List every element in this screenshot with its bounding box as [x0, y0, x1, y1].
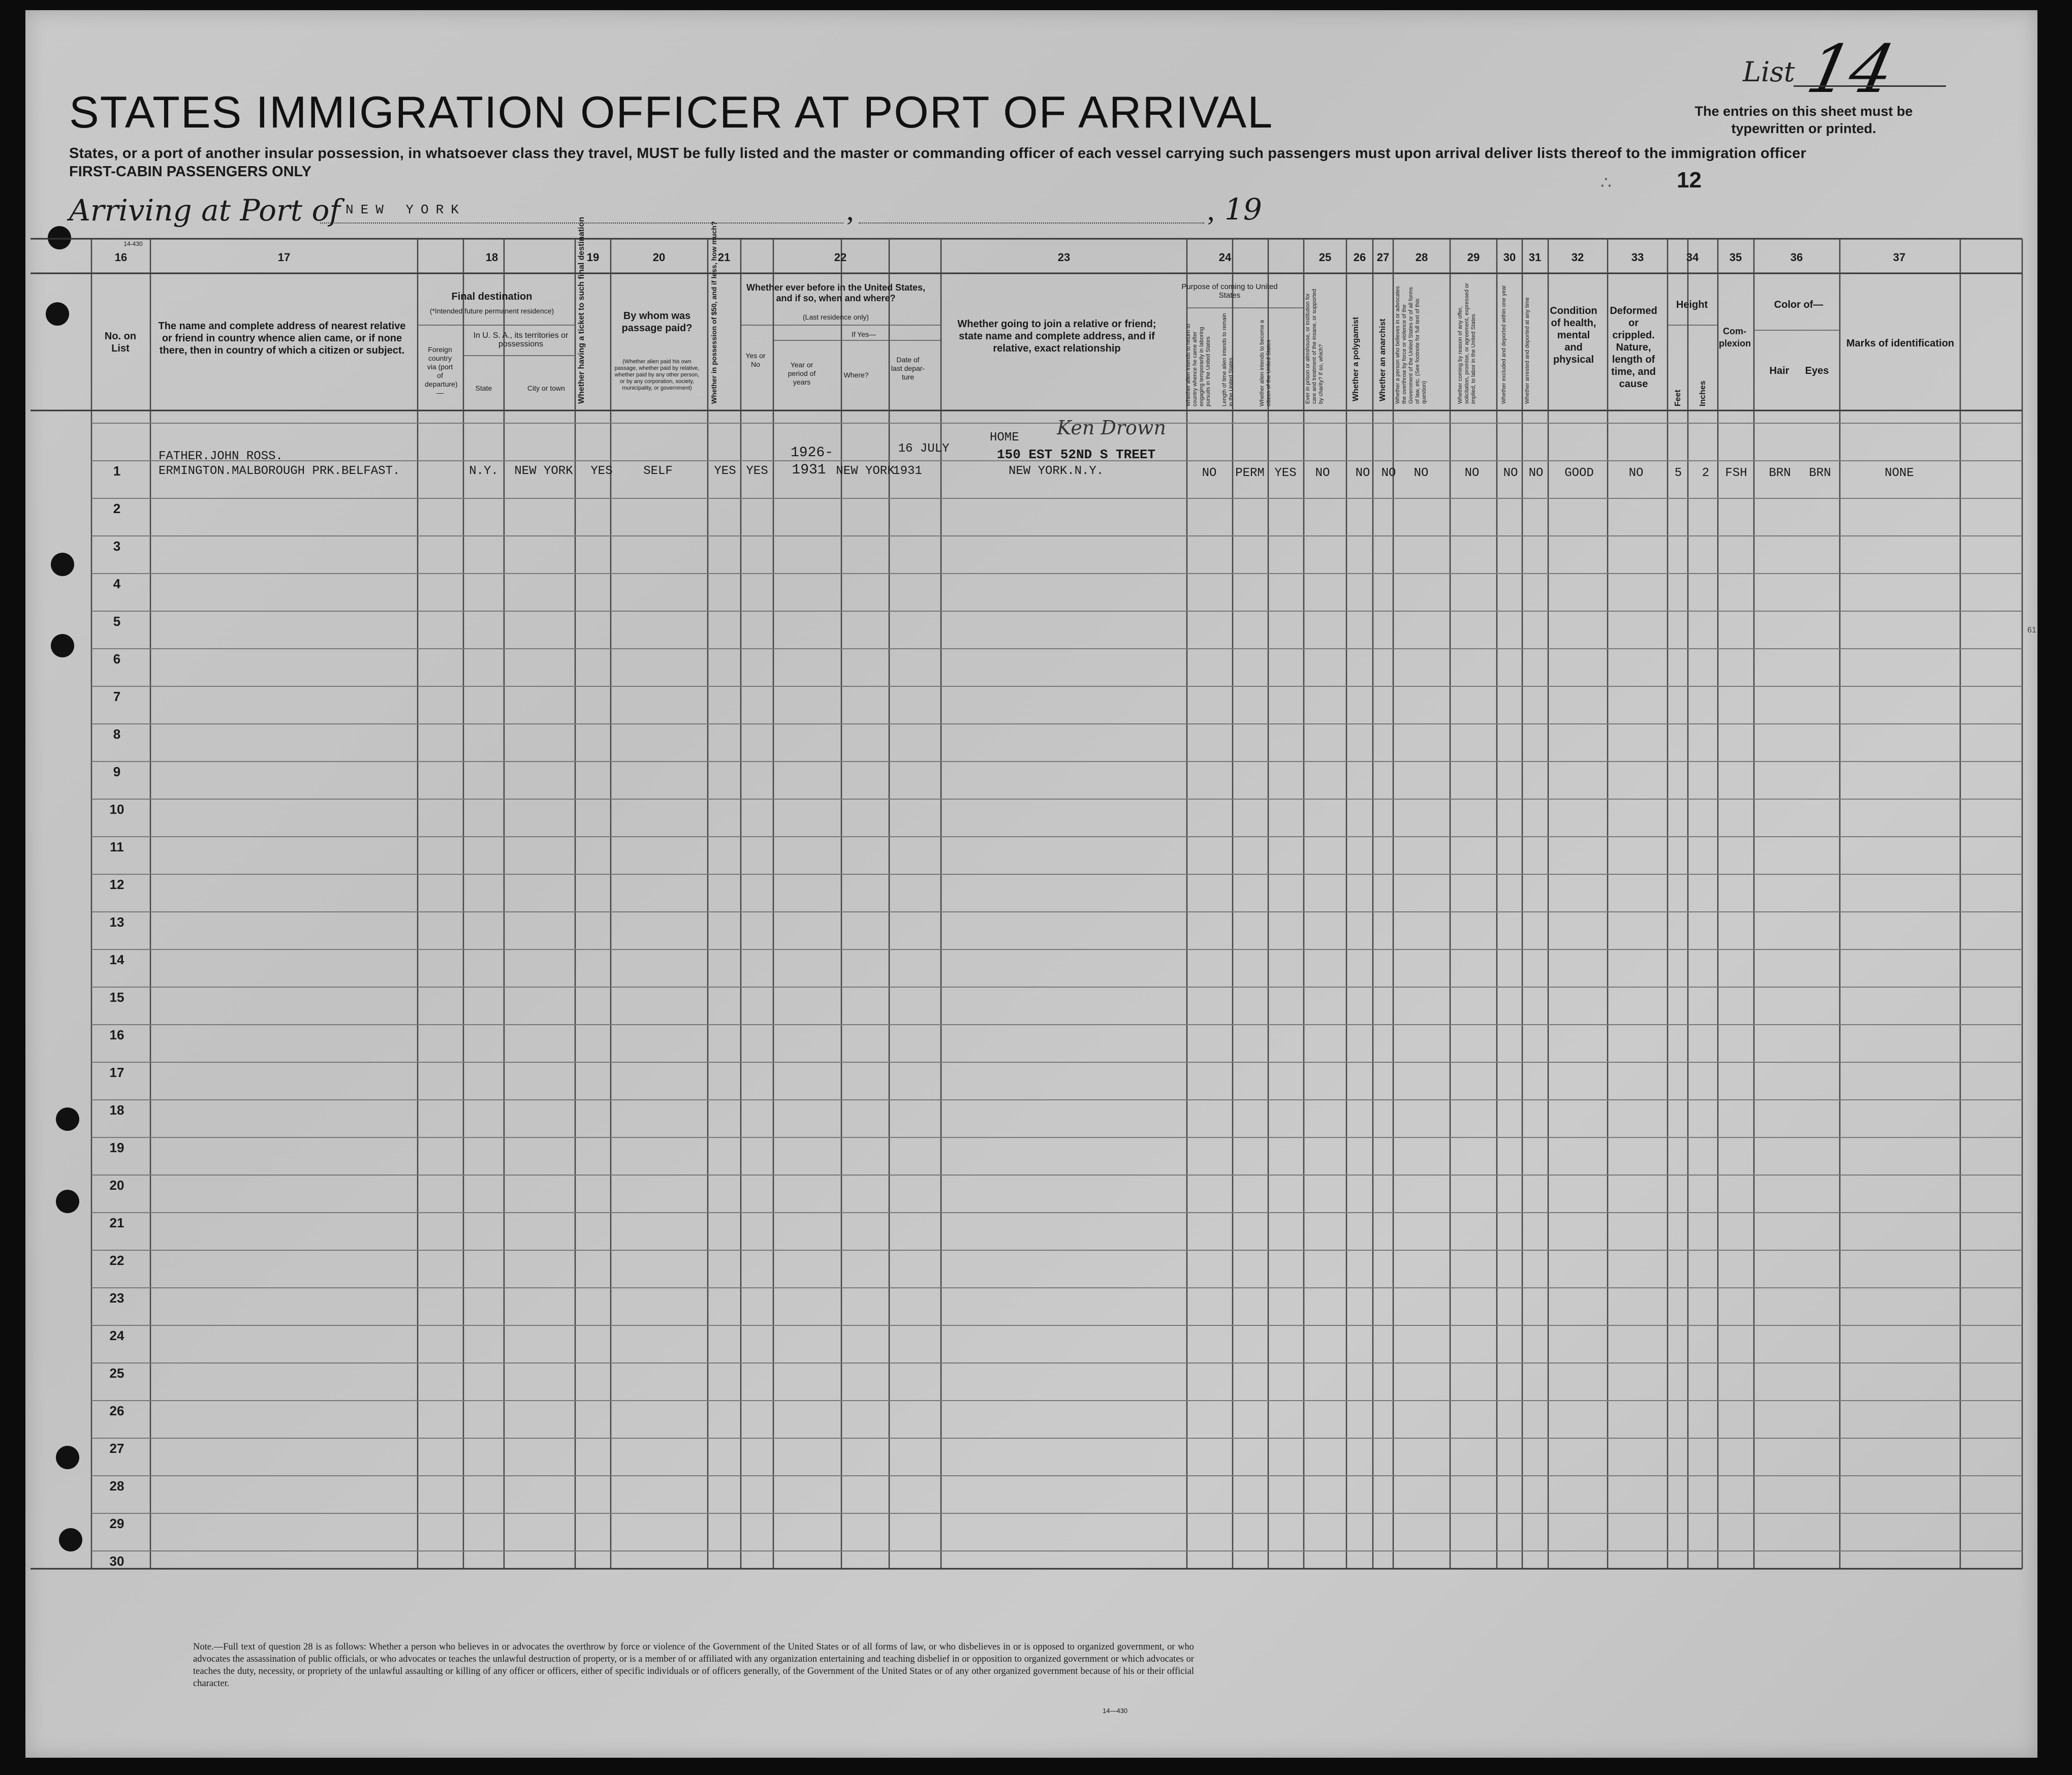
- column-number: 31: [1528, 251, 1542, 264]
- header-col22-where: Where?: [843, 371, 869, 379]
- header-col18-title: Final destination: [451, 291, 532, 302]
- health-value: GOOD: [1564, 466, 1594, 480]
- labor-offer-value: NO: [1464, 466, 1480, 480]
- header-col30: Whether excluded and deported within one year: [1501, 285, 1507, 404]
- arriving-label: Arriving at Port of: [69, 193, 340, 228]
- before-in-us: YES: [746, 464, 768, 478]
- complexion-value: FSH: [1725, 466, 1747, 480]
- eye-color: BRN: [1809, 466, 1831, 480]
- column-number: 22: [834, 251, 847, 264]
- row-number: 29: [109, 1516, 124, 1531]
- footnote-question-28: Note.—Full text of question 28 is as follows: Whether a person who believes in or advocates the overthrow by force or violence of the Government of the United States or of all forms of law, or who disbelieves in or is opposed to organized government, or who advocates the assassination of public officials, or who advocates or teaches the unlawful destruction of property, or is a member of or affiliated with any organization entertaining and teaching disbelief in or opposition to organized government or which advocates or teaches the duty, necessity, or propriety of the unlawful assaulting or killing of any officer or officers, either of specific individuals or of officers generally, of the Government of the United States or of any other organized government because of his or their official character.: [193, 1642, 1194, 1689]
- row-number: 2: [113, 501, 121, 516]
- margin-mark: 61: [2027, 626, 2036, 635]
- header-col18-state: State: [475, 384, 492, 392]
- prison-value: NO: [1315, 466, 1330, 480]
- header-col21: Whether in possession of $50, and if less, how much?: [710, 221, 718, 404]
- row-number: 22: [109, 1253, 124, 1268]
- row-number: 20: [109, 1178, 124, 1193]
- header-col25: Ever in prison or almshouse, or institution for care and treatment of the insane, or supported by charity? If so, which?: [1305, 289, 1324, 404]
- row-number: 14: [109, 952, 124, 967]
- header-col20-note: (Whether alien paid his own passage, whether paid by relative, whether paid by any other person, or by any corporation, society, municipality, or government): [614, 359, 700, 391]
- year-label: 19: [1225, 192, 1262, 227]
- row-number: 28: [109, 1478, 124, 1494]
- hair-color: BRN: [1769, 466, 1791, 480]
- header-col18-foreign: Foreign country via (port of departure)—: [425, 345, 458, 397]
- row-number: 8: [113, 726, 121, 742]
- header-col19: Whether having a ticket to such final destination: [577, 216, 586, 404]
- row-number: 26: [109, 1403, 124, 1418]
- subtitle-class: FIRST-CABIN PASSENGERS ONLY: [69, 164, 311, 180]
- header-col20: By whom was passage paid?: [621, 310, 693, 334]
- row-number: 5: [113, 614, 121, 629]
- header-col32: Condition of health, mental and physical: [1550, 305, 1597, 365]
- subtitle-instructions: States, or a port of another insular possession, in whatsoever class they travel, MUST be fully listed and the master or commanding officer of each vessel carrying such passengers must upon arrival deliver lists thereof to the immigration officer: [69, 145, 1806, 162]
- join-relation: HOME: [990, 431, 1019, 445]
- row-number: 23: [109, 1290, 124, 1306]
- header-col18-note: (*Intended future permanent residence): [429, 307, 554, 315]
- row-number: 16: [109, 1027, 124, 1042]
- row-number: 12: [109, 877, 124, 892]
- form-code-small: 14-430: [123, 240, 143, 247]
- column-number: 34: [1686, 251, 1699, 264]
- ticket-value: YES: [590, 464, 613, 478]
- row-number: 15: [109, 990, 124, 1005]
- header-col22-date: Date of last depar-ture: [891, 356, 925, 381]
- height-inches: 2: [1702, 466, 1710, 480]
- destination-state: N.Y.: [469, 464, 498, 478]
- header-col36-title: Color of—: [1774, 299, 1824, 310]
- header-col16: No. on List: [104, 331, 137, 354]
- column-number: 24: [1218, 251, 1232, 264]
- header-col26: Whether a polygamist: [1352, 316, 1360, 401]
- column-number: 20: [652, 251, 666, 264]
- list-label: List: [1743, 56, 1795, 88]
- destination-city: NEW YORK: [514, 464, 573, 478]
- passage-paid-by: SELF: [643, 464, 673, 478]
- deported-value: NO: [1528, 466, 1544, 480]
- period-end: 1931: [792, 462, 826, 478]
- polygamist-value: NO: [1355, 466, 1370, 480]
- header-col29: Whether coming by reason of any offer, solicitation, promise, or agreement, expressed or implied, to labor in the United States: [1457, 283, 1477, 404]
- join-city: NEW YORK.N.Y.: [1009, 464, 1104, 478]
- header-col24-title: Purpose of coming to United States: [1181, 282, 1278, 300]
- column-number: 37: [1893, 251, 1906, 264]
- header-col34-title: Height: [1676, 299, 1708, 310]
- identification-marks: NONE: [1885, 466, 1914, 480]
- header-col22-ifyes: If Yes—: [851, 330, 876, 338]
- header-col37: Marks of identification: [1846, 338, 1955, 349]
- row-number: 30: [109, 1554, 124, 1569]
- header-col23: Whether going to join a relative or friend; state name and complete address, and if relative, exact relationship: [957, 319, 1156, 354]
- column-number: 32: [1571, 251, 1584, 264]
- row-number: 11: [110, 839, 124, 854]
- previous-residence: NEW YORK: [836, 464, 895, 478]
- column-number: 17: [277, 251, 291, 264]
- column-number: 35: [1729, 251, 1742, 264]
- row-number: 4: [113, 576, 121, 591]
- relative-name: FATHER.JOHN ROSS.: [159, 450, 283, 463]
- header-col22-year: Year or period of years: [788, 361, 816, 386]
- relative-address: ERMINGTON.MALBOROUGH PRK.BELFAST.: [159, 464, 400, 478]
- header-col24c: Whether alien intends to become a citizen of the United States: [1259, 320, 1272, 406]
- header-col17: The name and complete address of nearest relative or friend in country whence alien came, or if none there, then in country of which a citizen or subject.: [158, 321, 406, 356]
- corner-mark: ∴: [1600, 173, 1612, 193]
- departure-day: 16 JULY: [898, 442, 950, 456]
- length-of-stay: PERM: [1235, 466, 1265, 480]
- column-number: 26: [1353, 251, 1366, 264]
- column-number: 16: [114, 251, 128, 264]
- join-street: 150 EST 52ND S TREET: [997, 447, 1156, 462]
- row-number: 25: [109, 1366, 124, 1381]
- handwritten-name: Ken Drown: [1057, 417, 1166, 439]
- anarchist-value: NO: [1381, 466, 1396, 480]
- port-value: NEW YORK: [346, 202, 466, 217]
- row-number: 1: [113, 463, 121, 479]
- return-intent: NO: [1202, 466, 1217, 480]
- header-col22-yesno: Yes or No: [745, 352, 766, 368]
- row-number: 18: [109, 1102, 124, 1118]
- column-number: 19: [586, 251, 600, 264]
- row-number: 27: [109, 1441, 124, 1456]
- header-col36-hair: Hair: [1769, 365, 1790, 376]
- form-code: 14—430: [1103, 1707, 1128, 1715]
- row-number: 24: [109, 1328, 124, 1343]
- row-number: 10: [109, 802, 124, 817]
- row-number: 19: [109, 1140, 124, 1155]
- typewritten-instruction: The entries on this sheet must be typewritten or printed.: [1694, 104, 1913, 136]
- header-col24a: Whether alien intends to return to country whence he came after engaging temporarily in laboring pursuits in the United States: [1185, 324, 1211, 406]
- column-number: 36: [1790, 251, 1803, 264]
- column-number: 21: [717, 251, 731, 264]
- header-col28: Whether a person who believes in or advocates the overthrow by force or violence of the Government of the United States or of all forms of law, etc. (See footnote for full text of this question): [1395, 286, 1427, 404]
- list-number: 14: [1800, 30, 1901, 108]
- row-number: 3: [113, 538, 121, 554]
- row-number: 17: [109, 1065, 124, 1080]
- row-number: 21: [109, 1215, 124, 1230]
- comma-separator: ,: [1207, 194, 1215, 227]
- departure-year: 1931: [893, 464, 922, 478]
- header-col34-feet: Feet: [1674, 390, 1682, 406]
- header-col22-title: Whether ever before in the United States, and if so, when and where?: [746, 282, 926, 303]
- deformed-value: NO: [1628, 466, 1644, 480]
- header-col31: Whether arrested and deported at any time: [1524, 297, 1530, 404]
- has-50-dollars: YES: [714, 464, 736, 478]
- header-col35: Com-plexion: [1719, 326, 1751, 348]
- column-number: 28: [1415, 251, 1428, 264]
- header-col18-city: City or town: [527, 384, 565, 392]
- header-col34-inches: Inches: [1699, 381, 1707, 406]
- column-number: 27: [1376, 251, 1390, 264]
- column-number: 25: [1318, 251, 1332, 264]
- column-number: 29: [1467, 251, 1480, 264]
- header-col18-usa: In U. S. A., its territories or possessions: [473, 331, 569, 348]
- column-number: 23: [1057, 251, 1071, 264]
- height-feet: 5: [1674, 466, 1682, 480]
- column-number: 18: [485, 251, 498, 264]
- overthrow-value: NO: [1414, 466, 1429, 480]
- excluded-value: NO: [1503, 466, 1518, 480]
- header-col22-note: (Last residence only): [803, 313, 869, 321]
- header-col27: Whether an anarchist: [1378, 319, 1387, 401]
- page-title: STATES IMMIGRATION OFFICER AT PORT OF ARRIVAL: [69, 87, 1274, 137]
- header-col24b: Length of time alien intends to remain in the United States: [1221, 313, 1234, 406]
- row-number: 6: [113, 651, 121, 667]
- corner-number: 12: [1677, 168, 1702, 193]
- header-col33: Deformed or crippled. Nature, length of time, and cause: [1610, 305, 1657, 390]
- column-number: 30: [1503, 251, 1516, 264]
- become-citizen: YES: [1274, 466, 1297, 480]
- column-number: 33: [1631, 251, 1644, 264]
- row-number: 9: [113, 764, 121, 779]
- comma-separator: ,: [846, 194, 854, 227]
- period-start: 1926-: [790, 445, 834, 461]
- header-col36-eyes: Eyes: [1805, 365, 1829, 376]
- row-number: 7: [113, 689, 121, 704]
- row-number: 13: [109, 914, 124, 930]
